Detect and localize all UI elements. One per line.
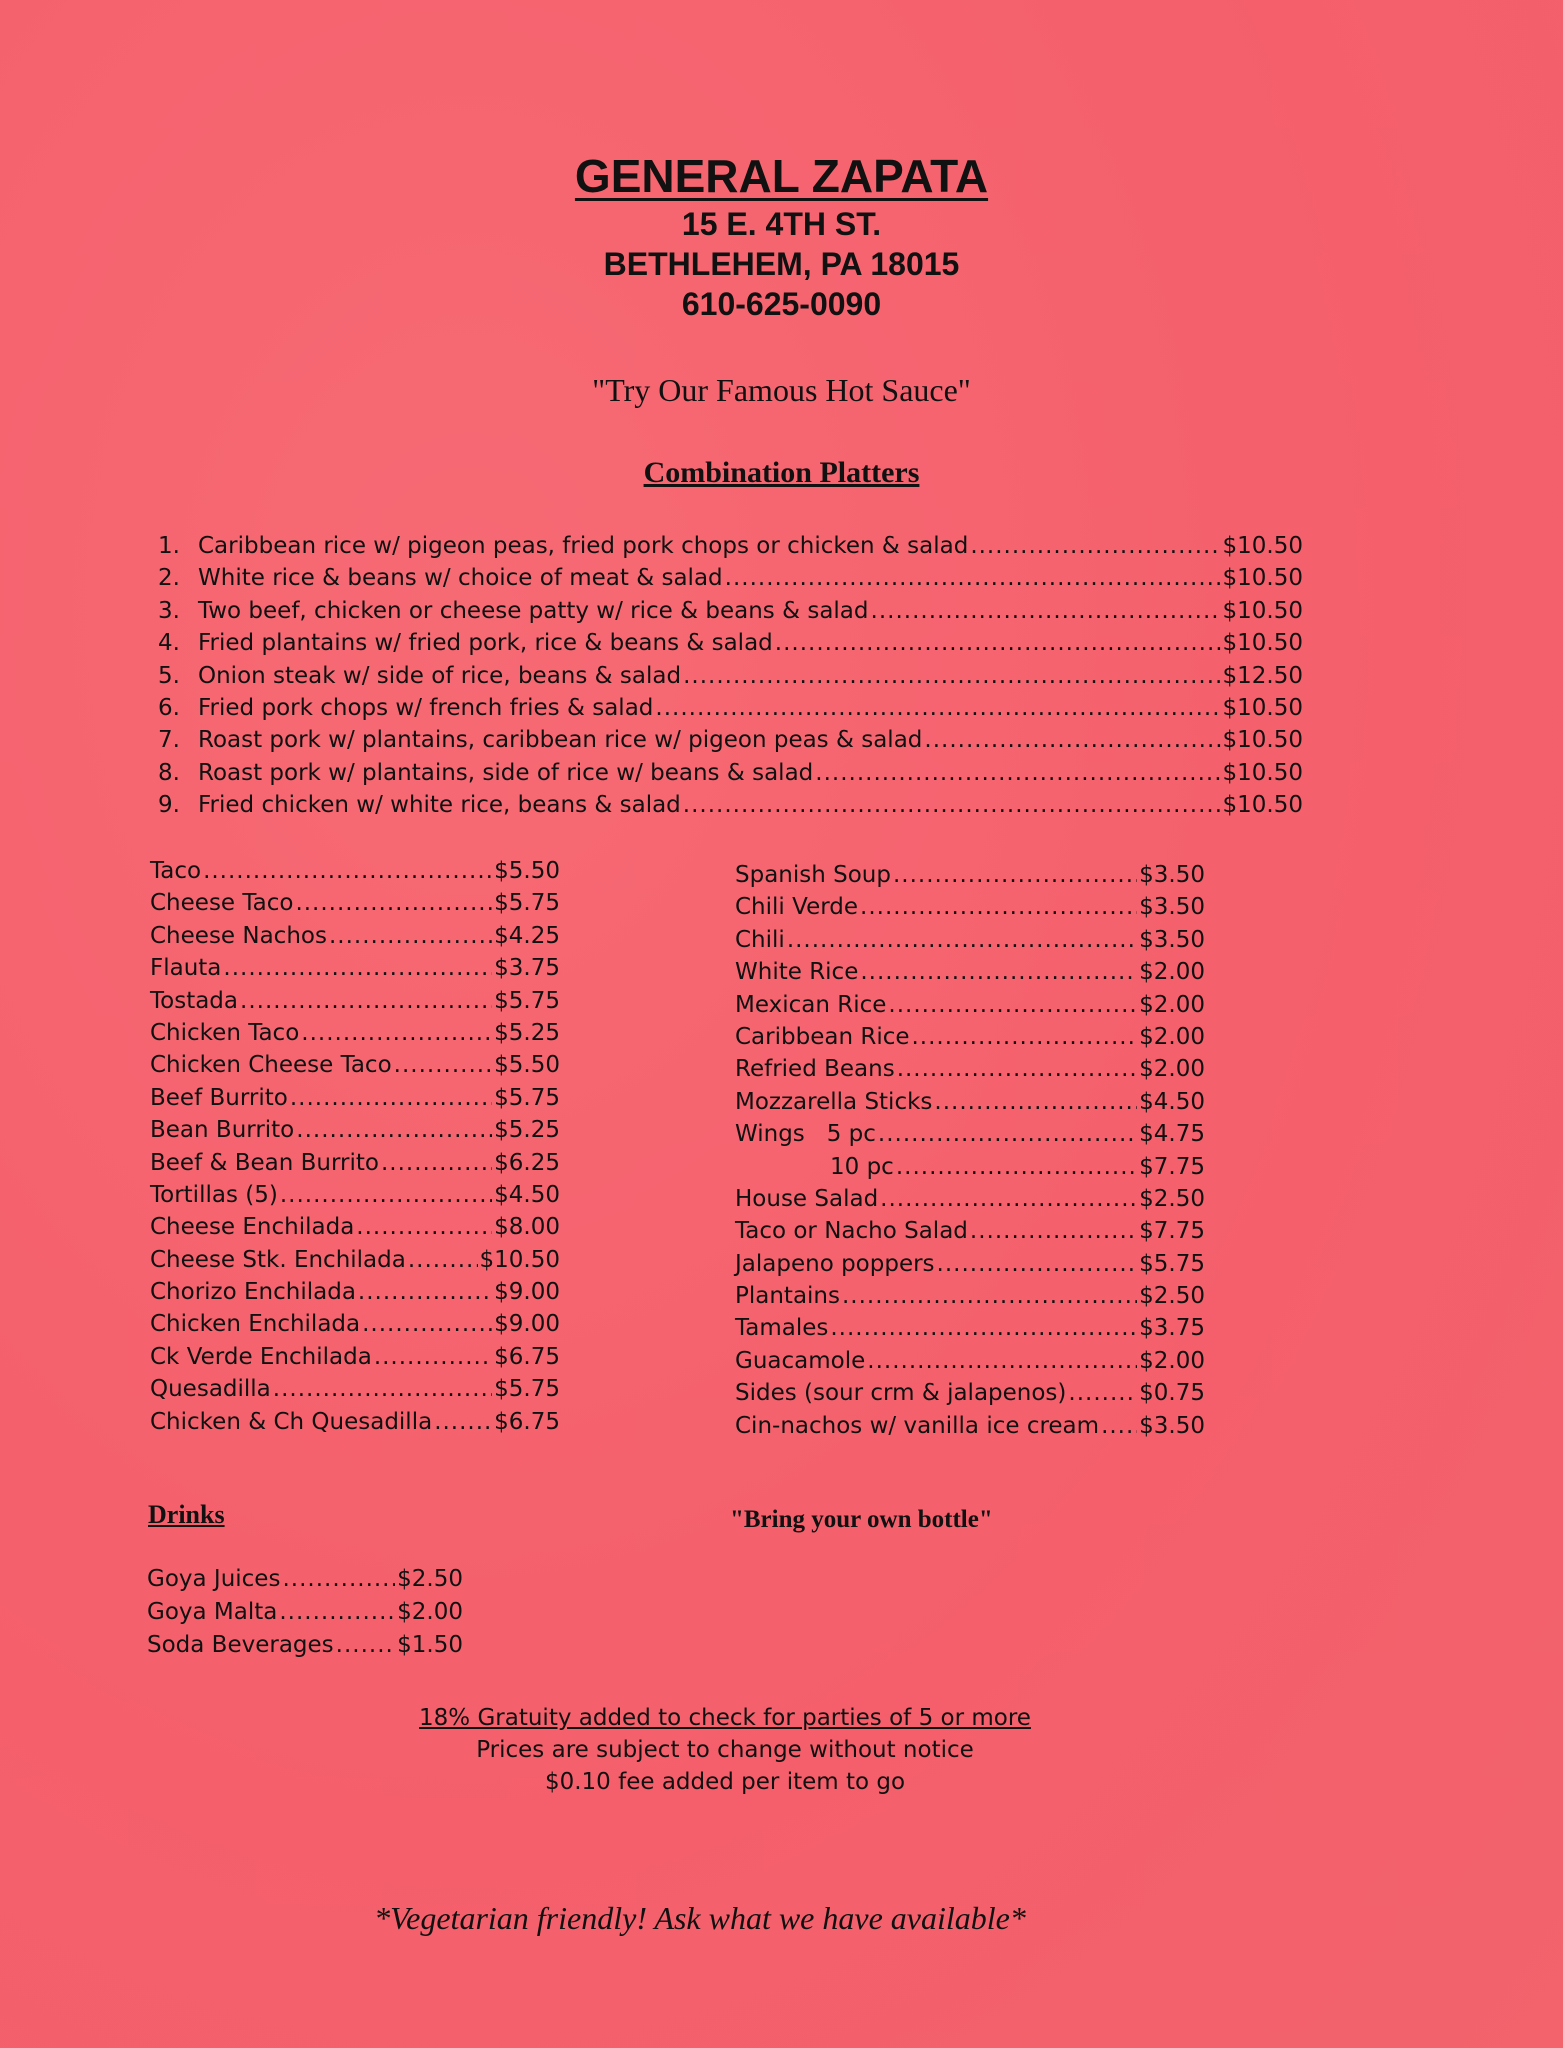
- platter-item: 5. Onion steak w/ side of rice, beans & salad ..... $12.50: [158, 663, 1303, 695]
- platter-item: 1. Caribbean rice w/ pigeon peas, fried pork chops or chicken & salad ..... $10.50: [158, 533, 1303, 565]
- menu-item: Chili Verde ..... $3.50: [735, 894, 1205, 926]
- platter-item: 9. Fried chicken w/ white rice, beans & salad ..... $10.50: [158, 792, 1303, 824]
- drink-item: Goya Juices ..... $2.50: [147, 1566, 463, 1599]
- menu-item: White Rice ..... $2.00: [735, 959, 1205, 991]
- menu-item: Chicken Cheese Taco ..... $5.50: [150, 1052, 560, 1084]
- prices-note: Prices are subject to change without notice: [476, 1737, 974, 1763]
- phone-number: 610-625-0090: [681, 286, 882, 322]
- menu-item: Cheese Stk. Enchilada ..... $10.50: [150, 1247, 560, 1279]
- menu-item: Guacamole ..... $2.00: [735, 1348, 1205, 1380]
- platter-item: 8. Roast pork w/ plantains, side of rice w/ beans & salad ..... $10.50: [158, 760, 1303, 792]
- menu-item: Chili ..... $3.50: [735, 927, 1205, 959]
- menu-item: Mozzarella Sticks ..... $4.50: [735, 1089, 1205, 1121]
- street-address: 15 E. 4TH ST.: [681, 206, 882, 242]
- combination-platters-title: Combination Platters: [643, 456, 920, 489]
- togo-fee-note: $0.10 fee added per item to go: [544, 1769, 906, 1795]
- menu-item: Cin-nachos w/ vanilla ice cream ..... $3.50: [735, 1413, 1205, 1445]
- menu-item: Cheese Taco ..... $5.75: [150, 890, 560, 922]
- menu-item: Tortillas (5) ..... $4.50: [150, 1182, 560, 1214]
- menu-item: Beef Burrito ..... $5.75: [150, 1085, 560, 1117]
- menu-item: Jalapeno poppers ..... $5.75: [735, 1251, 1205, 1283]
- menu-item: Tostada ..... $5.75: [150, 988, 560, 1020]
- drink-item: Goya Malta ..... $2.00: [147, 1599, 463, 1632]
- restaurant-name: GENERAL ZAPATA: [574, 150, 989, 202]
- menu-item: Cheese Nachos ..... $4.25: [150, 923, 560, 955]
- menu-item: Chicken Enchilada ..... $9.00: [150, 1311, 560, 1343]
- menu-item: 10 pc ..... $7.75: [735, 1154, 1205, 1186]
- drinks-list: [147, 1566, 463, 1665]
- platter-item: 4. Fried plantains w/ fried pork, rice & beans & salad ..... $10.50: [158, 630, 1303, 662]
- platter-item: 7. Roast pork w/ plantains, caribbean rice w/ pigeon peas & salad ..... $10.50: [158, 727, 1303, 759]
- platter-item: 6. Fried pork chops w/ french fries & salad ..... $10.50: [158, 695, 1303, 727]
- platter-item: 2. White rice & beans w/ choice of meat & salad ..... $10.50: [158, 565, 1303, 597]
- menu-item: Chorizo Enchilada ..... $9.00: [150, 1279, 560, 1311]
- menu-item: House Salad ..... $2.50: [735, 1186, 1205, 1218]
- menu-item: Chicken & Ch Quesadilla ..... $6.75: [150, 1409, 560, 1441]
- platter-item: 3. Two beef, chicken or cheese patty w/ rice & beans & salad ..... $10.50: [158, 598, 1303, 630]
- footer-notes: [0, 1702, 1450, 1798]
- menu-item: Quesadilla ..... $5.75: [150, 1376, 560, 1408]
- byob-note: "Bring your own bottle": [730, 1506, 993, 1533]
- menu-item: Caribbean Rice ..... $2.00: [735, 1024, 1205, 1056]
- menu-item: Sides (sour crm & jalapenos) ..... $0.75: [735, 1380, 1205, 1412]
- menu-item: Tamales ..... $3.75: [735, 1315, 1205, 1347]
- menu-item: Beef & Bean Burrito ..... $6.25: [150, 1150, 560, 1182]
- menu-item: Chicken Taco ..... $5.25: [150, 1020, 560, 1052]
- menu-item: Ck Verde Enchilada ..... $6.75: [150, 1344, 560, 1376]
- right-menu-column: [735, 862, 1205, 1445]
- menu-item: Flauta ..... $3.75: [150, 955, 560, 987]
- menu-item: Bean Burrito ..... $5.25: [150, 1117, 560, 1149]
- menu-item: Cheese Enchilada ..... $8.00: [150, 1214, 560, 1246]
- city-address: BETHLEHEM, PA 18015: [603, 246, 960, 282]
- left-menu-column: [150, 858, 560, 1441]
- menu-item: Mexican Rice ..... $2.00: [735, 992, 1205, 1024]
- drinks-title: Drinks: [148, 1500, 225, 1529]
- menu-item: Spanish Soup ..... $3.50: [735, 862, 1205, 894]
- menu-item: Wings 5 pc ..... $4.75: [735, 1121, 1205, 1153]
- drink-item: Soda Beverages ..... $1.50: [147, 1632, 463, 1665]
- menu-item: Refried Beans ..... $2.00: [735, 1056, 1205, 1088]
- platters-list: [158, 533, 1303, 825]
- restaurant-header: [0, 148, 1563, 324]
- menu-item: Taco or Nacho Salad ..... $7.75: [735, 1218, 1205, 1250]
- vegetarian-note: *Vegetarian friendly! Ask what we have available*: [374, 1900, 1026, 1936]
- menu-item: Taco ..... $5.50: [150, 858, 560, 890]
- menu-item: Plantains ..... $2.50: [735, 1283, 1205, 1315]
- gratuity-note: 18% Gratuity added to check for parties of 5 or more: [419, 1705, 1031, 1731]
- tagline: "Try Our Famous Hot Sauce": [592, 372, 971, 408]
